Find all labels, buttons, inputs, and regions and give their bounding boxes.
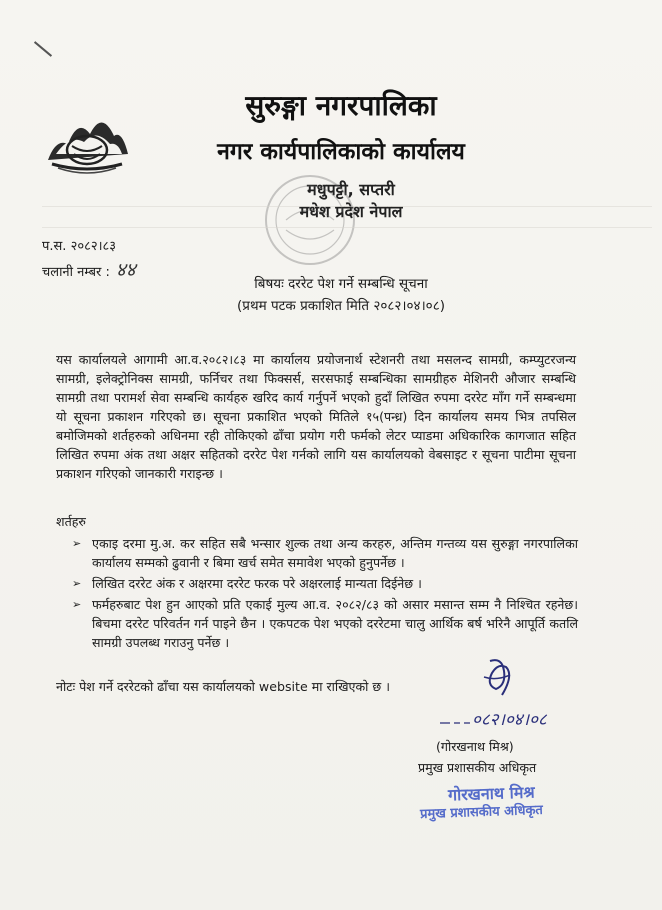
blue-stamp-name: गोरखनाथ मिश्र bbox=[447, 782, 535, 805]
corner-mark bbox=[34, 41, 52, 57]
condition-text: एकाइ दरमा मु.अ. कर सहित सबै भन्सार शुल्क तथा अन्य करहरु, अन्तिम गन्तव्य यस सुरुङ्गा नगरपालिका कार्यालय सम्मको ढुवानी र बिमा खर्च समेत समावेश भएको हुनुपर्नेछ । bbox=[92, 536, 578, 570]
subject-line: बिषयः दररेट पेश गर्ने सम्बन्धि सूचना bbox=[254, 276, 428, 292]
fiscal-year-reference: प.स. २०८२।८३ bbox=[42, 239, 117, 254]
municipality-name: सुरुङ्गा नगरपालिका bbox=[245, 89, 437, 122]
first-published-date: (प्रथम पटक प्रकाशित मिति २०८२।०४।०८) bbox=[237, 298, 445, 314]
conditions-heading: शर्तहरु bbox=[56, 514, 86, 529]
show-through-table bbox=[42, 206, 652, 228]
blue-stamp-designation: प्रमुख प्रशासकीय अधिकृत bbox=[419, 802, 544, 823]
condition-item bbox=[72, 574, 578, 593]
notice-body-paragraph: यस कार्यालयले आगामी आ.व.२०८२।८३ मा कार्यालय प्रयोजनार्थ स्टेशनरी तथा मसलन्द सामग्री, कम्प्युटरजन्य सामग्री, इलेक्ट्रोनिक्स सामग्री, फर्निचर तथा फिक्सर्स, सरसफाई सम्बन्धिका सामग्रीहरु मेशिनरी औजार सम्बन्धि सामग्री तथा परामर्श सेवा सम्बन्धि कार्यहरु खरिद कार्य गर्नुपर्ने भएको हुदाँ लिखित रुपमा दररेट माँग गर्ने सम्बन्धमा यो सूचना प्रकाशन गरिएको छ। सूचना प्रकाशित भएको मितिले १५(पन्ध्र) दिन कार्यालय समय भित्र तपसिल बमोजिमको शर्तहरुको अधिनमा रही तोकिएको ढाँचा प्रयोग गरी फर्मको लेटर प्याडमा अधिकारिक कागजात सहित लिखित रुपमा अंक तथा अक्षर सहितको दररेट पेश गर्नको लागि यस कार्यालयको वेबसाइट र सूचना पाटीमा सूचना प्रकाशन गरिएको जानकारी गराइन्छ । bbox=[56, 352, 576, 481]
handwritten-signature bbox=[440, 655, 580, 735]
condition-text: लिखित दररेट अंक र अक्षरमा दररेट फरक परे अक्षरलाई मान्यता दिईनेछ । bbox=[92, 576, 422, 591]
arrow-bullet-icon: ➢ bbox=[72, 598, 82, 611]
arrow-bullet-icon: ➢ bbox=[72, 537, 82, 550]
arrow-bullet-icon: ➢ bbox=[72, 577, 82, 590]
condition-item bbox=[72, 534, 578, 572]
office-name: नगर कार्यपालिकाको कार्यालय bbox=[217, 138, 465, 165]
signatory-name: (गोरखनाथ मिश्र) bbox=[436, 739, 514, 754]
address-line-1: मधुपट्टी, सप्तरी bbox=[307, 180, 395, 199]
dispatch-label: चलानी नम्बर : bbox=[42, 265, 110, 280]
conditions-list bbox=[72, 534, 578, 654]
signature-date: ०८२।०४।०८ bbox=[472, 710, 547, 730]
address-line-2: मधेश प्रदेश नेपाल bbox=[299, 202, 403, 221]
dispatch-number: ४४ bbox=[115, 259, 136, 281]
website-note: नोटः पेश गर्ने दररेटको ढाँचा यस कार्यालयको website मा राखिएको छ । bbox=[56, 679, 391, 694]
condition-text: फर्महरुबाट पेश हुन आएको प्रति एकाई मुल्य आ.व. २०८२/८३ को असार मसान्त सम्म नै निश्चित रहनेछ। बिचमा दररेट परिवर्तन गर्न पाइने छैन । एकपटक पेश भएको दररेटमा चालु आर्थिक बर्ष भरिनै आपूर्ति कतलि सामग्री उपलब्ध गराउनु पर्नेछ । bbox=[92, 597, 578, 650]
signatory-designation: प्रमुख प्रशासकीय अधिकृत bbox=[418, 760, 537, 775]
condition-item bbox=[72, 595, 578, 652]
